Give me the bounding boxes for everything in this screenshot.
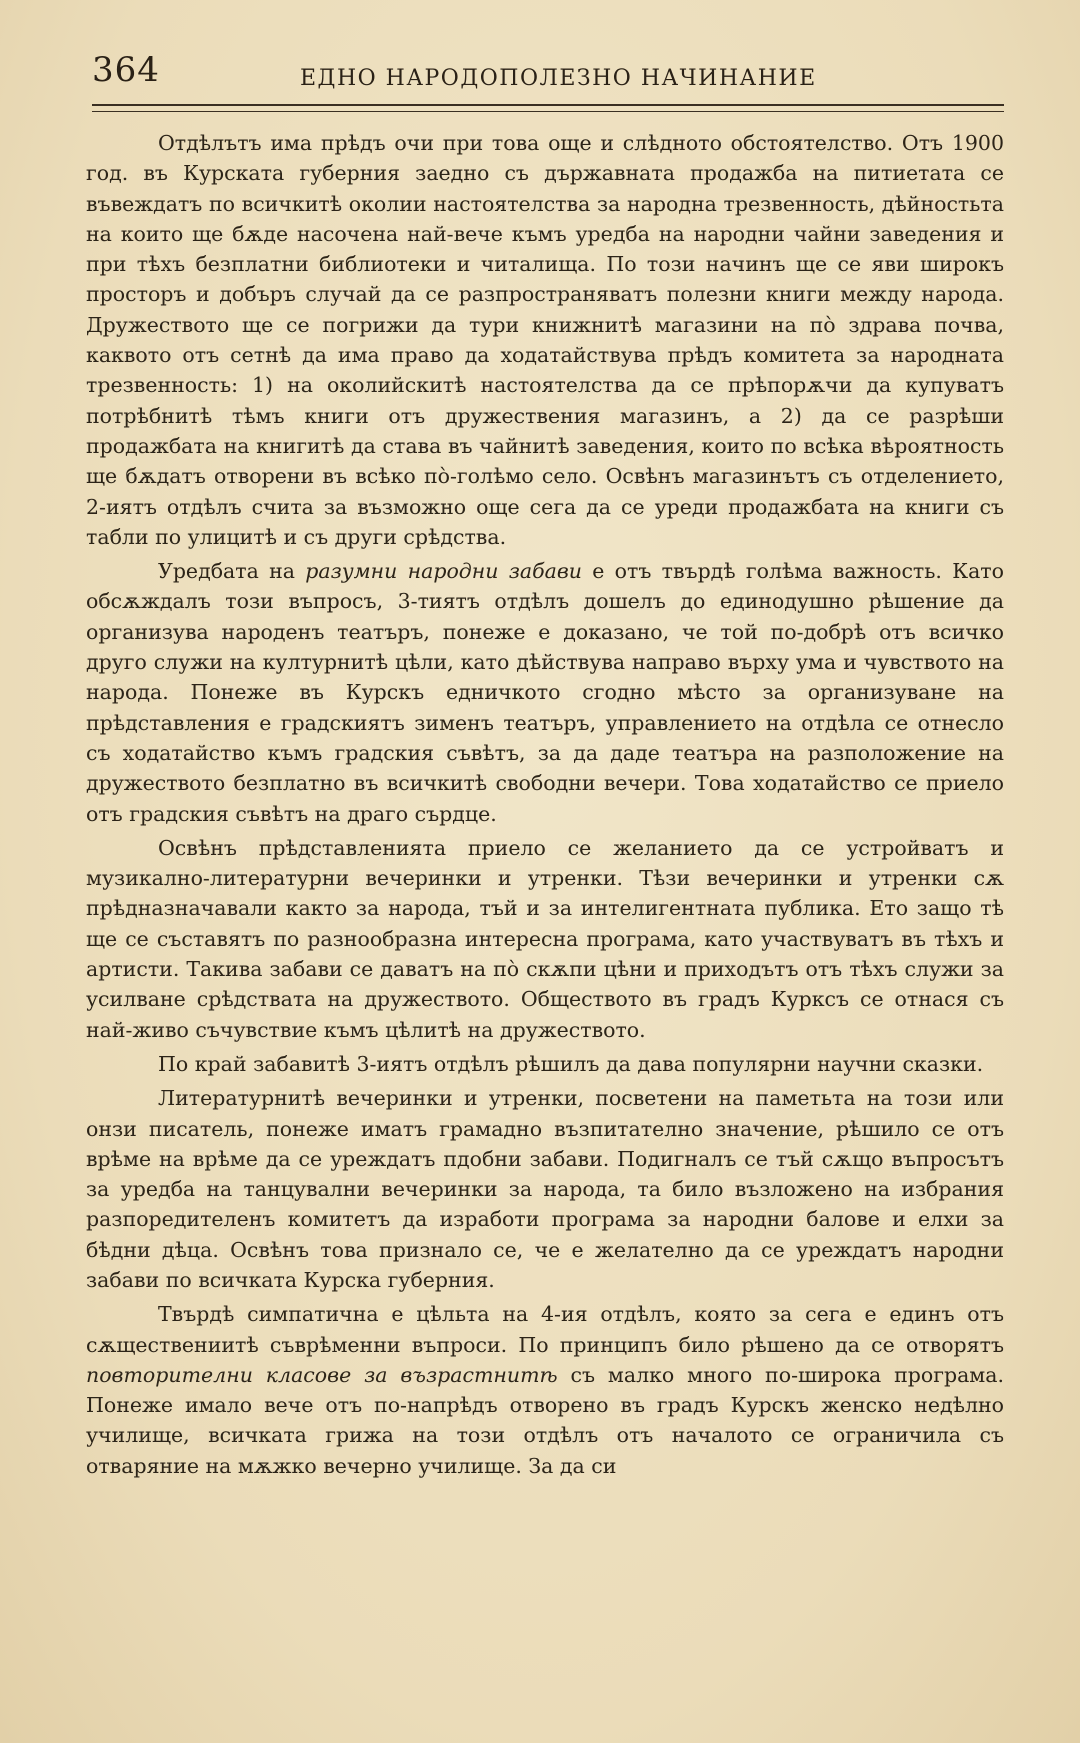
- paragraph-2-end: е отъ твърдѣ голѣма важность. Като обсѫждалъ този въпросъ, 3-тиятъ отдѣлъ дошелъ до единодушно рѣшение да организува народенъ театъръ, понеже е доказано, че той по-добрѣ отъ всичко друго служи на културнитѣ цѣли, като дѣйствува направо върху ума и чувството на народа. Понеже въ Курскъ едничкото сгодно мѣсто за организуване на прѣдставления е градскиятъ зименъ театъръ, управлението на отдѣла се отнесло съ ходатайство къмъ градския съвѣтъ, за да даде театъра на разположение на дружеството безплатно въ всичкитѣ свободни вечери. Това ходатайство се приело отъ градския съвѣтъ на драго сърдце.: [86, 559, 1004, 826]
- paragraph-1: Отдѣлътъ има прѣдъ очи при това още и слѣдното обстоятелство. Отъ 1900 год. въ Курската губерния заедно съ държавната продажба на питиетата се въвеждатъ по всичкитѣ околии настоятелства за народна трезвенность, дѣйностьта на които ще бѫде насочена най-вече къмъ уредба на народни чайни заведения и при тѣхъ безплатни библиотеки и читалища. По този начинъ ще се яви широкъ просторъ и добъръ случай да се разпространяватъ полезни книги между народа. Дружеството ще се погрижи да тури книжнитѣ магазини на по̀ здрава почва, каквото отъ сетнѣ да има право да ходатайствува прѣдъ комитета за народната трезвенность: 1) на околийскитѣ настоятелства да се прѣпорѫчи да купуватъ потрѣбнитѣ тѣмъ книги отъ дружествения магазинъ, а 2) да се разрѣши продажбата на книгитѣ да става въ чайнитѣ заведения, които по всѣка вѣроятность ще бѫдатъ отворени въ всѣко по̀-голѣмо село. Освѣнъ магазинътъ съ отделението, 2-иятъ отдѣлъ счита за възможно още сега да се уреди продажбата на книги съ табли по улицитѣ и съ други срѣдства.: [86, 131, 1004, 549]
- running-title: ЕДНО НАРОДОПОЛЕЗНО НАЧИНАНИЕ: [300, 66, 817, 91]
- paragraph-5: Литературнитѣ вечеринки и утренки, посветени на паметьта на този или онзи писатель, понеже иматъ грамадно възпитателно значение, рѣшило се отъ врѣме на врѣме да се уреждатъ пдобни забави. Подигналъ се тъй сѫщо въпросътъ за уредба на танцувални вечеринки за народа, та било възложено на избрания разпорeдителенъ комитетъ да изработи програма за народни балове и елхи за бѣдни дѣца. Освѣнъ това признало се, че е желателно да се уреждатъ народни забави по всичката Курска губерния.: [86, 1086, 1004, 1292]
- paragraph-2-italic: разумни народни забави: [305, 559, 583, 584]
- paragraph-6-italic: повторителни класове за възрастнитѣ: [86, 1362, 558, 1387]
- page-header: [92, 50, 1004, 94]
- paragraph-4: По край забавитѣ 3-иятъ отдѣлъ рѣшилъ да дава популярни научни сказки.: [158, 1051, 984, 1076]
- body-text: [86, 128, 1004, 1481]
- paragraph-6: [86, 1299, 1004, 1481]
- paragraph-3: Освѣнъ прѣдставленията приело се желанието да се устройватъ и музикално-литературни вечеринки и утренки. Тѣзи вечеринки и утренки сѫ прѣдназначавали както за народа, тъй и за интелигентната публика. Ето защо тѣ ще се съставятъ по разнообразна интересна програма, като участвуватъ въ тѣхъ и артисти. Такива забави се даватъ на по̀ скѫпи цѣни и приходътъ отъ тѣхъ служи за усилване срѣдствата на дружеството. Обществото въ градъ Курксъ се отнася съ най-живо съчувствие къмъ цѣлитѣ на дружеството.: [86, 835, 1004, 1042]
- header-double-rule: [92, 104, 1004, 112]
- paragraph-6-start: Твърдѣ симпатична е цѣльта на 4-ия отдѣлъ, която за сега е единъ отъ сѫществениитѣ съврѣменни въпроси. По принципъ било рѣшено да се отворятъ: [86, 1302, 1004, 1357]
- paragraph-2: [86, 556, 1004, 829]
- page-number: 364: [92, 50, 160, 90]
- paragraph-2-start: Уредбата на: [158, 559, 306, 584]
- paragraph-6-end: съ малко много по-широка програма. Понеже имало вече отъ по-напрѣдъ отворено въ градъ Курскъ женско недѣлно училище, всичката грижа на този отдѣлъ отъ началото се ограничила съ отваряние на мѫжко вечерно училище. За да си: [86, 1362, 1004, 1478]
